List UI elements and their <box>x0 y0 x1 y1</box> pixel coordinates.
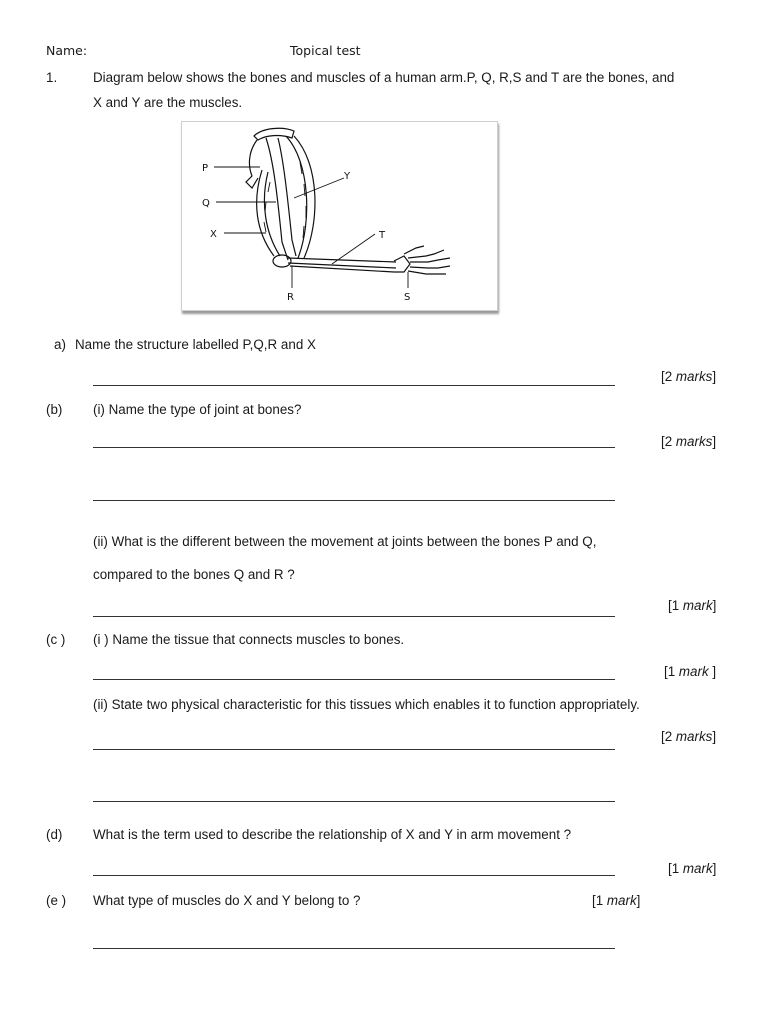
part-c-i-answer-line[interactable] <box>93 679 615 680</box>
part-c-ii-answer-line-1[interactable] <box>93 749 615 750</box>
part-c-ii-marks: [2 marks] <box>661 729 717 744</box>
part-e-answer-line[interactable] <box>93 948 615 949</box>
label-X: X <box>210 229 217 240</box>
part-b-ii-marks: [1 mark] <box>668 598 717 613</box>
question-intro-line2: X and Y are the muscles. <box>93 95 243 110</box>
part-a-marks: [2 marks] <box>661 369 717 384</box>
part-a-answer-line[interactable] <box>93 385 615 386</box>
part-b-i-question: (i) Name the type of joint at bones? <box>93 402 302 417</box>
label-P: P <box>202 163 209 174</box>
part-d-answer-line[interactable] <box>93 875 615 876</box>
part-b-ii-answer-line[interactable] <box>93 616 615 617</box>
part-b-ii-question-line2: compared to the bones Q and R ? <box>93 567 295 582</box>
part-d-marks: [1 mark] <box>668 861 717 876</box>
part-a-question: Name the structure labelled P,Q,R and X <box>75 337 316 352</box>
part-a-prefix: a) <box>54 337 66 352</box>
label-T: T <box>379 230 386 241</box>
test-title: Topical test <box>290 43 361 58</box>
part-c-ii-answer-line-2[interactable] <box>93 801 615 802</box>
question-intro-line1: Diagram below shows the bones and muscles of a human arm.P, Q, R,S and T are the bones, and <box>93 70 675 85</box>
part-c-i-question: (i ) Name the tissue that connects muscles to bones. <box>93 632 405 647</box>
part-e-question: What type of muscles do X and Y belong to ? <box>93 893 361 908</box>
part-d-question: What is the term used to describe the relationship of X and Y in arm movement ? <box>93 827 572 842</box>
part-e-prefix: (e ) <box>46 893 67 908</box>
label-Y: Y <box>344 171 351 182</box>
arm-bones-muscles-drawing <box>182 122 497 310</box>
part-b-i-answer-line-1[interactable] <box>93 447 615 448</box>
part-e-marks: [1 mark] <box>592 893 641 908</box>
part-c-prefix: (c ) <box>46 632 66 647</box>
part-b-i-answer-line-2[interactable] <box>93 500 615 501</box>
part-c-ii-question: (ii) State two physical characteristic for this tissues which enables it to function appropriately. <box>93 697 640 712</box>
question-number: 1. <box>46 70 58 85</box>
arm-diagram <box>181 121 498 311</box>
label-R: R <box>287 292 294 303</box>
name-label: Name: <box>46 43 88 58</box>
label-Q: Q <box>202 198 210 209</box>
part-b-prefix: (b) <box>46 402 63 417</box>
part-d-prefix: (d) <box>46 827 63 842</box>
part-b-ii-question-line1: (ii) What is the different between the movement at joints between the bones P and Q, <box>93 534 597 549</box>
part-b-i-marks: [2 marks] <box>661 434 717 449</box>
part-c-i-marks: [1 mark ] <box>664 664 717 679</box>
label-S: S <box>404 292 411 303</box>
